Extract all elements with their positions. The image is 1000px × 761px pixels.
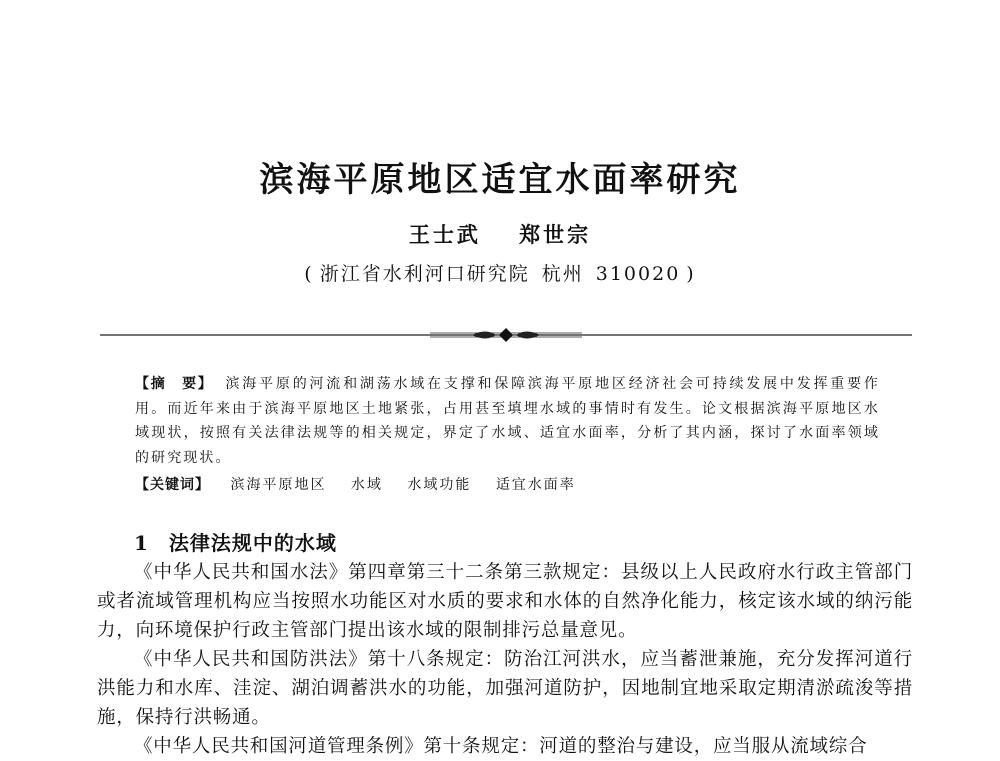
affiliation-city: 杭州 (541, 263, 584, 285)
abstract-label: 【摘 要】 (135, 376, 214, 392)
body-text (97, 558, 913, 761)
section-title: 法律法规中的水域 (168, 531, 337, 555)
section-heading (134, 528, 337, 558)
keyword: 水域 (350, 477, 383, 493)
keyword: 适宜水面率 (495, 477, 576, 493)
body-paragraph: 《中华人民共和国防洪法》第十八条规定：防治江河洪水，应当蓄泄兼施，充分发挥河道行洪能力和水库、洼淀、湖泊调蓄洪水的功能，加强河道防护，因地制宜地采取定期清淤疏浚等措施，保持行洪畅通。 (97, 649, 913, 728)
ornament-divider (100, 325, 912, 345)
section-number: 1 (134, 531, 149, 555)
abstract-text: 滨海平原的河流和湖荡水域在支撑和保障滨海平原地区经济社会可持续发展中发挥重要作用。而近年来由于滨海平原地区土地紧张，占用甚至填埋水域的事情时有发生。论文根据滨海平原地区水域现状，按照有关法律法规等的相关规定，界定了水域、适宜水面率，分析了其内涵，探讨了水面率领域的研究现状。 (135, 376, 880, 466)
affiliation-open-paren: ( (304, 263, 314, 285)
body-paragraph: 《中华人民共和国水法》第四章第三十二条第三款规定：县级以上人民政府水行政主管部门或者流域管理机构应当按照水功能区对水质的要求和水体的自然净化能力，核定该水域的纳污能力，向环境保护行政主管部门提出该水域的限制排污总量意见。 (97, 562, 913, 641)
keywords (135, 473, 880, 497)
author-list (0, 220, 1000, 250)
paper-title: 滨海平原地区适宜水面率研究 (259, 160, 741, 200)
affiliation-institution: 浙江省水利河口研究院 (319, 263, 530, 285)
body-paragraph: 《中华人民共和国河道管理条例》第十条规定：河道的整治与建设，应当服从流域综合 (134, 736, 868, 757)
keyword: 水域功能 (407, 477, 472, 493)
author-name: 郑世宗 (519, 222, 592, 247)
affiliation (0, 260, 1000, 288)
abstract (135, 372, 880, 470)
author-name: 王士武 (408, 222, 481, 247)
keywords-label: 【关键词】 (135, 477, 210, 493)
keyword: 滨海平原地区 (230, 477, 327, 493)
affiliation-close-paren: ) (686, 263, 696, 285)
affiliation-postcode: 310020 (595, 263, 681, 285)
